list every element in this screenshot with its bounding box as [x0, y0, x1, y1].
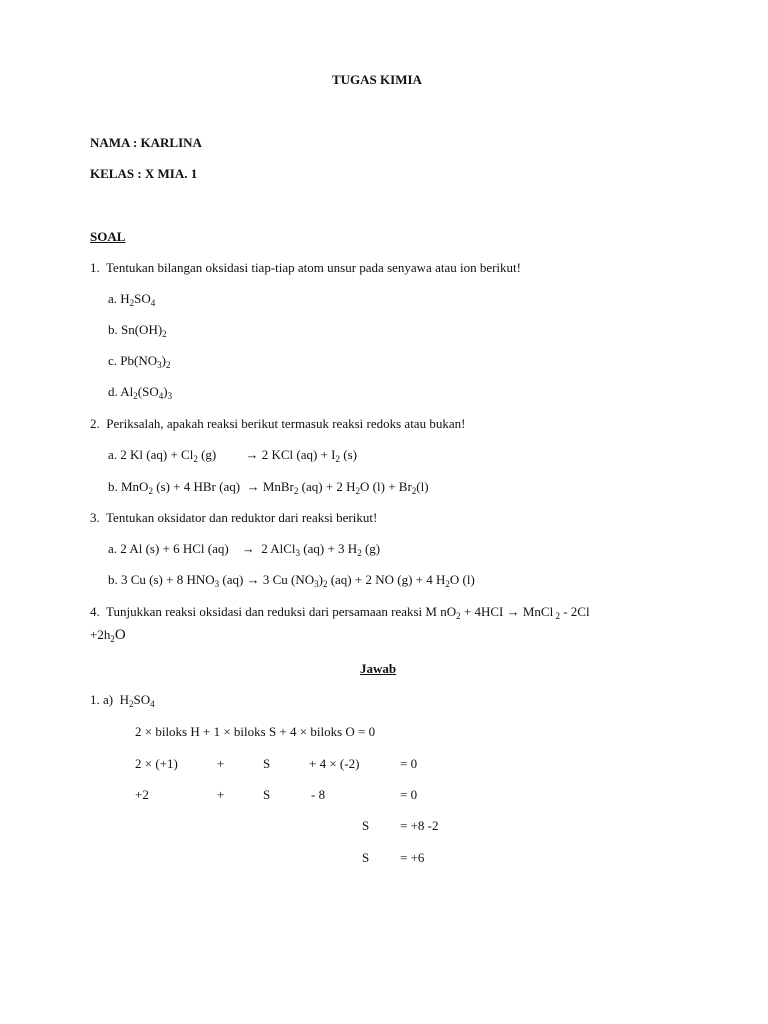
answer-cell: + [217, 787, 225, 802]
question-text: Periksalah, apakah reaksi berikut termasuk reaksi redoks atau bukan! [106, 416, 466, 431]
answer-cell: = 0 [400, 756, 418, 771]
question-number: 3. [90, 510, 100, 525]
answer-cell: +2 [135, 787, 149, 802]
question-number: 2. [90, 416, 100, 431]
answer-cell: S [263, 787, 271, 802]
question-1-item-d: d. $Al_2(SO_4)_3$ [108, 384, 173, 401]
answer-equation-1: 2 × biloks H + 1 × biloks S + 4 × biloks O = 0 [135, 724, 376, 739]
answer-cell: S [362, 818, 370, 833]
answer-cell: = +6 [400, 850, 425, 865]
item-label: b. [108, 322, 118, 337]
item-label: a. [108, 541, 118, 556]
question-3-item-b: b. 3 Cu (s) + 8 $HNO_3$ (aq) → 3 Cu $(NO_3)_2$ (aq) + 2 NO (g) + 4 $H_2O$ (l) [108, 572, 475, 589]
question-4: 4. Tunjukkan reaksi oksidasi dan reduksi dari persamaan reaksi M $nO_2 + 4HCI$ → MnCl $_2$ - 2Cl [90, 604, 590, 621]
question-1-item-a: a. $H_2SO_4$ [108, 291, 156, 308]
answer-cell: - 8 [311, 787, 326, 802]
question-2-item-a: a. 2 Kl $(aq) + Cl_2$ (g) → 2 KCl $(aq) + I_2$ (s) [108, 447, 357, 464]
item-label: b. [108, 479, 118, 494]
answer-cell: = 0 [400, 787, 418, 802]
question-text: Tentukan bilangan oksidasi tiap-tiap atom unsur pada senyawa atau ion berikut! [106, 260, 521, 275]
question-1 [90, 260, 521, 276]
question-text: Tunjukkan reaksi oksidasi dan reduksi dari persamaan reaksi M nO [106, 604, 457, 619]
jawab-heading: Jawab [360, 661, 397, 676]
question-number: 1. [90, 260, 100, 275]
answer-cell: = +8 -2 [400, 818, 439, 833]
item-label: d. [108, 384, 118, 399]
question-text: Tentukan oksidator dan reduktor dari reaksi berikut! [106, 510, 378, 525]
question-4-line-2: $+2h_2O$ [90, 627, 126, 644]
question-1-item-c: c. $Pb(NO_3)_2$ [108, 353, 171, 370]
question-3-item-a: a. 2 Al (s) + 6 HCl (aq) → 2 AlCl$_3$ (aq) + 3 $H_2$ (g) [108, 541, 381, 558]
question-2 [90, 416, 465, 432]
arrow-icon: → [506, 604, 520, 619]
item-label: a. [108, 291, 118, 306]
item-label: c. [108, 353, 118, 368]
answer-cell: S [362, 850, 370, 865]
item-label: a. [108, 447, 118, 462]
question-1-item-b: b. $Sn(OH)_2$ [108, 322, 167, 339]
answer-cell: S [263, 756, 271, 771]
question-number: 4. [90, 604, 100, 619]
student-class: KELAS : X MIA. 1 [90, 166, 198, 181]
soal-heading: SOAL [90, 229, 126, 244]
question-2-item-b: b. MnO$_2$ (s) + 4 HBr (aq) → MnBr$_2$ (aq) + 2 $H_2O$ $(l) + Br_2(l)$ [108, 479, 429, 496]
answer-cell: + 4 × (-2) [309, 756, 360, 771]
student-name: NAMA : KARLINA [90, 135, 202, 150]
document-title: TUGAS KIMIA [332, 72, 422, 87]
question-3 [90, 510, 377, 526]
answer-cell: 2 × (+1) [135, 756, 178, 771]
item-label: b. [108, 572, 118, 587]
answer-label: 1. a) $H_2SO_4$ [90, 692, 155, 709]
answer-cell: + [217, 756, 225, 771]
